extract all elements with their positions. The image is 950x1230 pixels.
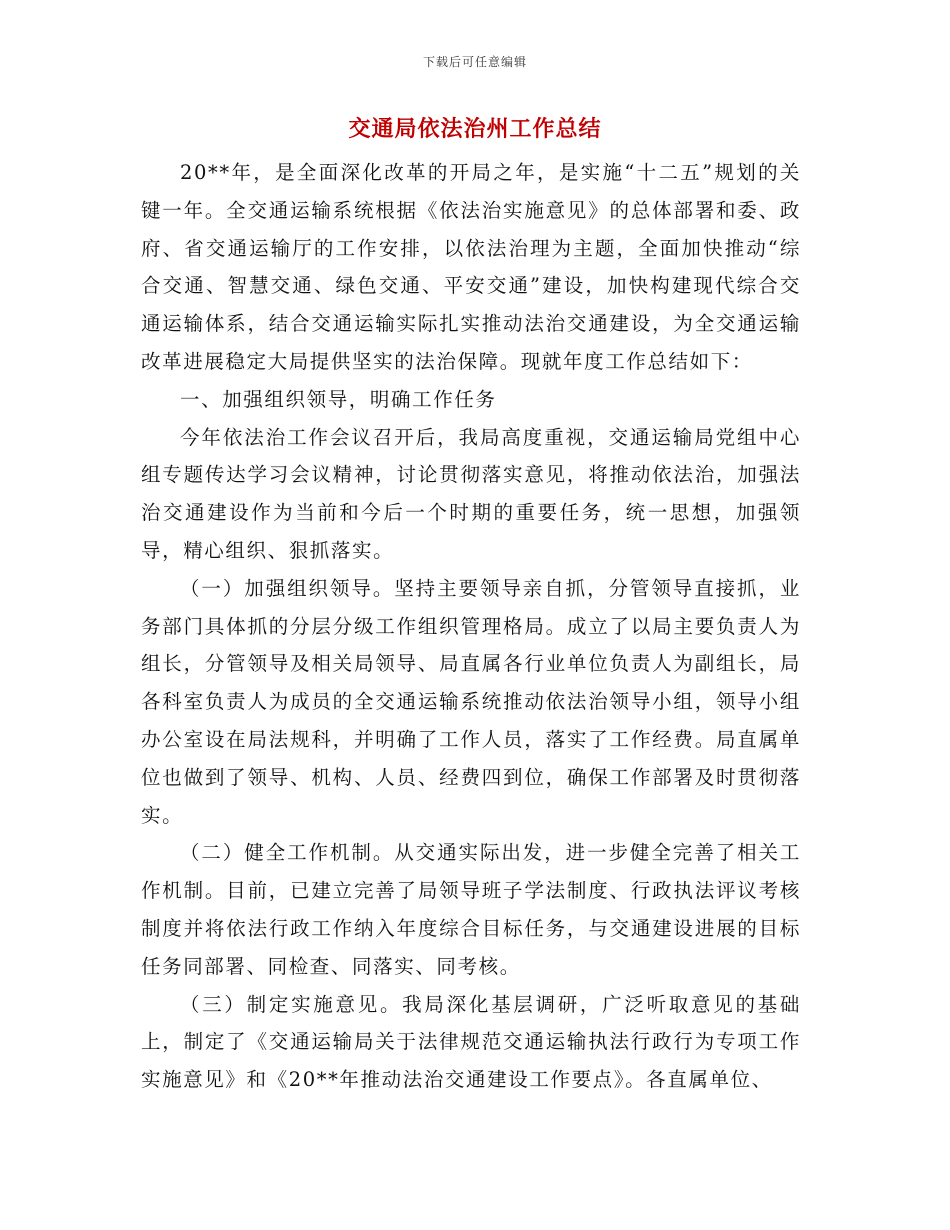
body-paragraph: （一）加强组织领导。坚持主要领导亲自抓，分管领导直接抓，业务部门具体抓的分层分级工作组织管理格局。成立了以局主要负责人为组长，分管领导及相关局领导、局直属各行业单位负责人为副组长，局各科室负责人为成员的全交通运输系统推动依法治领导小组，领导小组办公室设在局法规科，并明确了工作人员，落实了工作经费。局直属单位也做到了领导、机构、人员、经费四到位，确保工作部署及时贯彻落实。 [141,576,801,827]
body-paragraph: （二）健全工作机制。从交通实际出发，进一步健全完善了相关工作机制。目前，已建立完善了局领导班子学法制度、行政执法评议考核制度并将依法行政工作纳入年度综合目标任务，与交通建设进展的目标任务同部署、同检查、同落实、同考核。 [141,841,801,978]
document-title: 交通局依法治州工作总结 [348,116,602,142]
body-paragraph: 今年依法治工作会议召开后，我局高度重视，交通运输局党组中心组专题传达学习会议精神，讨论贯彻落实意见，将推动依法治，加强法治交通建设作为当前和今后一个时期的重要任务，统一思想，加强领导，精心组织、狠抓落实。 [141,425,801,562]
header-note: 下载后可任意编辑 [422,55,527,69]
document-body [141,154,801,1099]
body-paragraph: （三）制定实施意见。我局深化基层调研，广泛听取意见的基础上，制定了《交通运输局关于法律规范交通运输执法行政行为专项工作实施意见》和《20**年推动法治交通建设工作要点》。各直属单位、 [141,992,801,1092]
section-heading: 一、加强组织领导，明确工作任务 [180,387,497,411]
body-paragraph: 20**年，是全面深化改革的开局之年，是实施“十二五”规划的关键一年。全交通运输系统根据《依法治实施意见》的总体部署和委、政府、省交通运输厅的工作安排，以依法治理为主题，全面加快推动“综合交通、智慧交通、绿色交通、平安交通”建设，加快构建现代综合交通运输体系，结合交通运输实际扎实推动法治交通建设，为全交通运输改革进展稳定大局提供坚实的法治保障。现就年度工作总结如下： [141,161,801,373]
